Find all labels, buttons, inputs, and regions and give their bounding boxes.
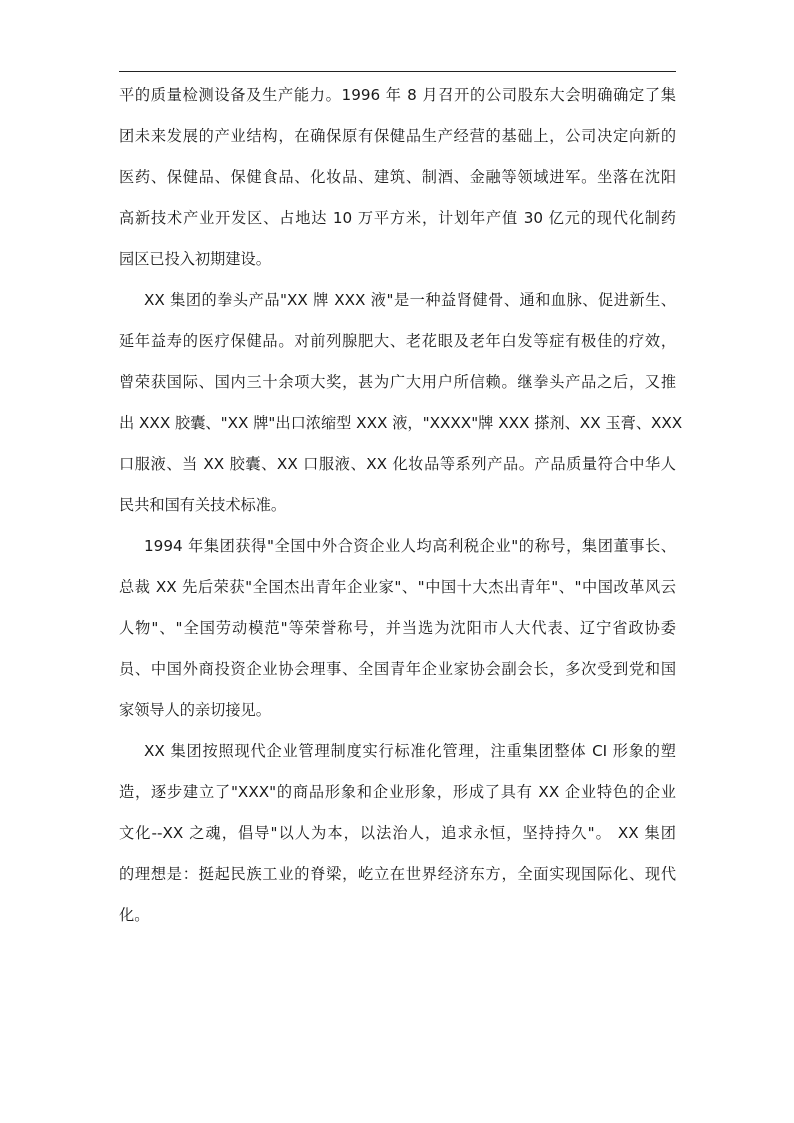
document-body [119, 75, 683, 936]
text-line: 园区已投入初期建设。 [119, 250, 271, 268]
text-line: 延年益寿的医疗保健品。对前列腺肥大、老花眼及老年白发等症有极佳的疗效， [119, 332, 676, 350]
text-line: 人物"、"全国劳动模范"等荣誉称号，并当选为沈阳市人大代表、辽宁省政协委 [119, 619, 676, 637]
text-line: 出 XXX 胶囊、"XX 牌"出口浓缩型 XXX 液，"XXXX"牌 XXX 搽剂、XX 玉膏、XXX [119, 414, 683, 432]
paragraph-4 [119, 731, 676, 936]
header-rule [119, 71, 676, 72]
text-line: 医药、保健品、保健食品、化妆品、建筑、制酒、金融等领域进军。坐落在沈阳 [119, 168, 676, 186]
text-line: 员、中国外商投资企业协会理事、全国青年企业家协会副会长，多次受到党和国 [119, 660, 676, 678]
text-line: XX 集团按照现代企业管理制度实行标准化管理，注重集团整体 CI 形象的塑 [144, 742, 676, 760]
paragraph-3 [119, 526, 676, 731]
paragraph-2 [119, 280, 683, 526]
paragraph-1 [119, 75, 676, 280]
text-line: 的理想是：挺起民族工业的脊梁，屹立在世界经济东方，全面实现国际化、现代 [119, 865, 676, 883]
text-line: 1994 年集团获得"全国中外合资企业人均高利税企业"的称号，集团董事长、 [144, 537, 676, 555]
text-line: 曾荣获国际、国内三十余项大奖，甚为广大用户所信赖。继拳头产品之后，又推 [119, 373, 676, 391]
text-line: XX 集团的拳头产品"XX 牌 XXX 液"是一种益肾健骨、通和血脉、促进新生、 [144, 291, 676, 309]
text-line: 化。 [119, 906, 150, 924]
text-line: 家领导人的亲切接见。 [119, 701, 271, 719]
text-line: 文化--XX 之魂，倡导"以人为本，以法治人，追求永恒，坚持持久"。 XX 集团 [119, 824, 676, 842]
text-line: 民共和国有关技术标准。 [119, 496, 287, 514]
text-line: 平的质量检测设备及生产能力。1996 年 8 月召开的公司股东大会明确确定了集 [119, 86, 676, 104]
text-line: 团未来发展的产业结构，在确保原有保健品生产经营的基础上，公司决定向新的 [119, 127, 676, 145]
text-line: 总裁 XX 先后荣获"全国杰出青年企业家"、"中国十大杰出青年"、"中国改革风云 [119, 578, 676, 596]
text-line: 高新技术产业开发区、占地达 10 万平方米，计划年产值 30 亿元的现代化制药 [119, 209, 676, 227]
text-line: 造，逐步建立了"XXX"的商品形象和企业形象，形成了具有 XX 企业特色的企业 [119, 783, 676, 801]
text-line: 口服液、当 XX 胶囊、XX 口服液、XX 化妆品等系列产品。产品质量符合中华人 [119, 455, 676, 473]
